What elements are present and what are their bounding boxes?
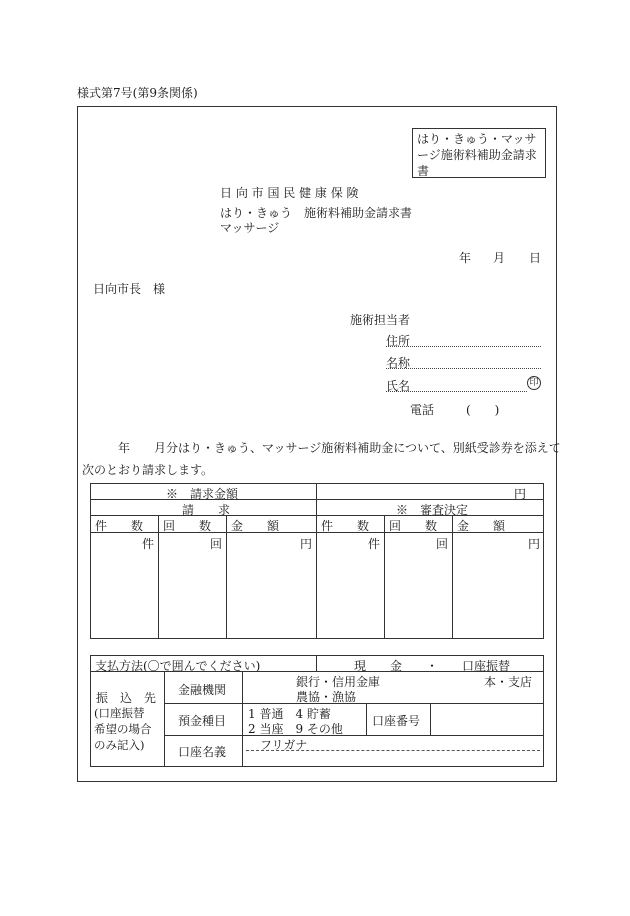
col-header-review-amount: 金 額	[457, 519, 506, 533]
payment-method-label: 支払方法(〇で囲んでください)	[95, 659, 261, 673]
date-month: 月	[493, 251, 506, 265]
body-line-1: 年 月分はり・きゅう、マッサージ施術料補助金について、別紙受診券を添えて	[118, 441, 561, 455]
unit-claim-count: 件	[142, 537, 155, 551]
practitioner-heading: 施術担当者	[350, 313, 411, 327]
institution-label: 金融機関	[178, 683, 227, 697]
unit-review-count: 件	[368, 537, 381, 551]
title-line-3: マッサージ	[220, 221, 280, 235]
addressee: 日向市長 様	[93, 282, 166, 296]
total-unit: 円	[514, 487, 527, 501]
phone-parens: ( )	[466, 403, 500, 417]
person-label: 氏名	[386, 379, 411, 393]
col-header-review-times: 回 数	[389, 519, 438, 533]
claim-header: 請 求	[182, 503, 231, 517]
person-line[interactable]	[386, 391, 527, 392]
address-label: 住所	[386, 334, 411, 348]
payment-table-divider	[366, 703, 367, 735]
title-line-2: はり・きゅう 施術料補助金請求書	[220, 206, 413, 220]
claim-table-divider	[226, 515, 227, 639]
claim-table-rule	[90, 499, 544, 500]
deposit-option-line-1[interactable]: 1 普通 4 貯蓄	[248, 707, 331, 721]
deposit-type-label: 預金種目	[178, 714, 227, 728]
transfer-label-3: 希望の場合	[94, 722, 152, 736]
claim-table-divider	[158, 515, 159, 639]
transfer-label-1: 振 込 先	[96, 691, 157, 705]
total-label: ※ 請求金額	[166, 487, 239, 501]
payment-table-divider	[316, 655, 317, 671]
unit-claim-times: 回	[210, 537, 223, 551]
payment-options[interactable]: 現 金 ・ 口座振替	[354, 659, 511, 673]
seal-mark: 印	[527, 376, 541, 390]
body-line-2: 次のとおり請求します。	[82, 463, 214, 477]
unit-review-times: 回	[436, 537, 449, 551]
furigana-line[interactable]	[246, 750, 540, 751]
title-line-1: 日 向 市 国 民 健 康 保 険	[220, 186, 359, 200]
deposit-option-line-2[interactable]: 2 当座 9 その他	[248, 722, 343, 736]
institution-line-1: 銀行・信用金庫	[296, 675, 381, 689]
transfer-label-2: (口座振替	[94, 706, 145, 720]
name-label: 名称	[386, 356, 411, 370]
payment-table-divider	[430, 703, 431, 735]
unit-review-amount: 円	[528, 537, 541, 551]
furigana-label: フリガナ	[260, 738, 308, 752]
claim-table-divider	[452, 515, 453, 639]
address-line[interactable]	[386, 346, 541, 347]
transfer-label-4: のみ記入)	[94, 738, 145, 752]
payment-table-divider	[164, 671, 165, 767]
title-box: はり・きゅう・マッサージ施術料補助金請求書	[412, 128, 546, 178]
col-header-claim-amount: 金 額	[231, 519, 280, 533]
name-line[interactable]	[386, 368, 541, 369]
phone-label: 電話	[410, 403, 435, 417]
col-header-review-count: 件 数	[321, 519, 370, 533]
form-number: 様式第7号(第9条関係)	[77, 86, 198, 100]
date-year: 年	[459, 251, 472, 265]
account-name-label: 口座名義	[178, 745, 227, 759]
payment-table-divider	[242, 671, 243, 767]
claim-table-divider	[384, 515, 385, 639]
unit-claim-amount: 円	[300, 537, 313, 551]
col-header-claim-count: 件 数	[95, 519, 144, 533]
branch-label: 本・支店	[484, 675, 533, 689]
claim-table-divider	[316, 483, 317, 639]
review-header: ※ 審査決定	[396, 503, 469, 517]
date-day: 日	[529, 251, 542, 265]
institution-line-2: 農協・漁協	[296, 690, 357, 704]
account-number-label: 口座番号	[372, 714, 421, 728]
col-header-claim-times: 回 数	[163, 519, 212, 533]
payment-table-rule	[164, 735, 544, 736]
